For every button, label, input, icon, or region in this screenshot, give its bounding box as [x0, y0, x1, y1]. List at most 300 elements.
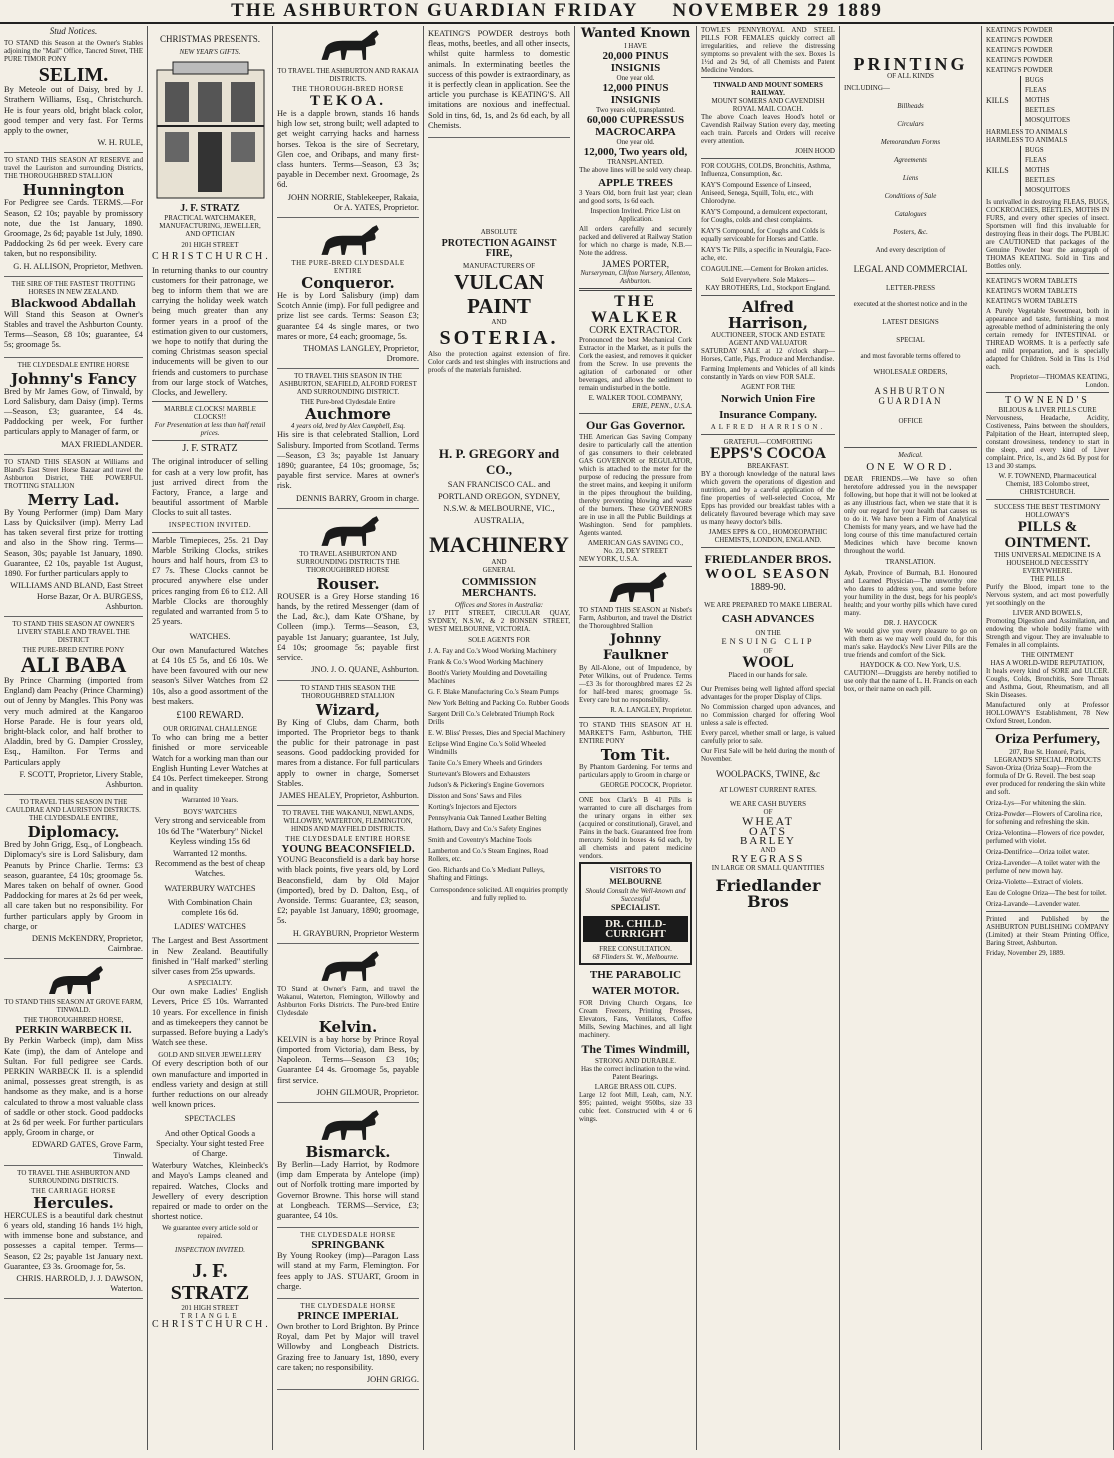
ad-title: SPRINGBANK — [311, 1239, 385, 1252]
kills-item: FLEAS — [1025, 156, 1047, 164]
ad-intro: TO STAND THIS SEASON AT OWNER'S LIVERY STABLE AND TRAVEL THE DISTRICT — [12, 619, 135, 644]
ad-johnnys-fancy — [4, 358, 143, 455]
ad-intro: TO TRAVEL THIS SEASON IN THE CAULDRAE AND LAURISTON DISTRICTS. THE CLYDESDALE ENTIRE, — [6, 798, 141, 823]
woolpacks-line: WOOLPACKS, TWINE, &c — [716, 769, 820, 780]
placed-line: Placed in our hands for sale. — [728, 671, 808, 680]
onebox-body: ONE box Clark's B 41 Pills is warranted to cure all discharges from the urinary organs in either sex (acquired or constitutional), Gravel, and Pains in the back. Guaranteed free from mercury. Sold in boxes 4s 6d each, by all chemists and patent medicine vendors. — [579, 796, 692, 861]
ad-subtitle: THE CLYDESDALE HORSE — [300, 1231, 396, 1240]
ryegrass-label: RYEGRASS — [731, 853, 805, 866]
ad-intro: TO STAND THIS SEASON AT GROVE FARM, TINWALD. — [4, 998, 143, 1015]
printing-title: PRINTING — [853, 54, 968, 74]
doctor-address: 68 Flinders St. W., Melbourne. — [592, 953, 679, 962]
ad-body: By Young Rookey (imp)—Paragon Lass will stand at my Farm, Flemington. For fees apply to JAS. STUART, Groom in charge. — [277, 1251, 419, 1291]
ad-title: Hunnington — [22, 181, 125, 200]
one-word-title: ONE WORD. — [866, 460, 955, 473]
ad-abdallah — [4, 277, 143, 358]
ad-title: Diplomacy. — [27, 823, 120, 842]
horse-icon — [601, 570, 671, 604]
agent-item: E. W. Bliss' Presses, Dies and Special Machinery — [428, 728, 566, 737]
gregory-name: H. P. GREGORY and CO., — [438, 446, 560, 478]
offices-address: 17 PITT STREET, CIRCULAR QUAY, SYDNEY, N.S.W., & 2 BONSEN STREET, WEST MELBOURNE, VICTORIA. — [428, 608, 570, 633]
epps-title: EPPS'S COCOA — [709, 445, 826, 462]
ad-kelvin — [277, 944, 419, 1103]
ad-springbank — [277, 1228, 419, 1299]
office-label: OFFICE — [898, 416, 923, 425]
governor-title: Our Gas Governor. — [585, 418, 685, 433]
tomtit-intro: TO STAND THIS SEASON AT H. MARKET'S Farm, Ashburton, THE ENTIRE PONY — [579, 721, 692, 746]
epps-body: BY a thorough knowledge of the natural laws which govern the operations of digestion and nutrition, and by a careful application of the fine properties of well-selected Cocoa, Mr Epps has provided our breakfast tables with a delicately flavoured beverage which may save us many heavy doctor's bills. — [701, 470, 835, 526]
ad-intro: TO STAND THIS SEASON at Williams and Bland's East Street Horse Bazaar and travel the Ashburton District, THE POWERFUL TROTTING STALLION — [4, 457, 143, 490]
barley-label: BARLEY — [740, 835, 796, 848]
one-word-body: DEAR FRIENDS.—We have so often heretofore addressed you in the newspaper following, but hope that it will not be looked at as any illustrious fact, when we state that it is only our regard for your health that causes us to do it. We have been a Firm of Analytical Chemists for many years, and we have had the long course of this time manufactured certain Medicines which have become known throughout the world. — [844, 474, 977, 555]
doctor-ad — [579, 862, 692, 965]
gregory-cities: SAN FRANCISCO CAL. and PORTLAND OREGON, SYDNEY, N.S.W. & MELBOURNE, VIC., AUSTRALIA, — [437, 479, 561, 526]
oats-label: OATS — [748, 823, 787, 838]
faulkner-owner: R. A. LANGLEY, Proprietor. — [610, 706, 692, 715]
ad-body: For Pedigree see Cards. TERMS.—For Season, £2 10s; payable by promissory note, due the 1st January, 1890. Groomage, 2s 6d; payable 1st July, 1890. Paddocking 2s 6d per week. Every care taken, but no responsibility. — [4, 198, 143, 259]
ad-title: Wizard, — [315, 700, 381, 719]
repair-body: Waterbury Watches, Kleinbeck's and Mayo's Lamps cleaned and repaired. Watches, Clocks and Jewellery of every description repaired or made to order on the shortest notice. — [152, 1161, 268, 1222]
universal-line: THIS UNIVERSAL MEDICINE IS A HOUSEHOLD NECESSITY EVERYWHERE. — [993, 551, 1102, 576]
challenge-title: OUR ORIGINAL CHALLENGE — [163, 725, 257, 734]
ad-body: Bred by Mr James Gow, of Tinwald, by Lord Salisbury, dam Daisy (imp). Terms—Season, £3; guarantee, £4 4s. Paddocking per week, For further particulars apply to Manager of farm, or — [4, 386, 143, 437]
keating-list — [986, 26, 1109, 74]
ad-tekoa — [277, 64, 419, 218]
letterpress-label: LETTER-PRESS — [885, 284, 935, 293]
oriza-item: Oriza-Dentifrice—Oriza toilet water. — [986, 848, 1090, 857]
norwich-title: Norwich Union Fire Insurance Company. — [719, 393, 817, 421]
ad-subtitle: THE CARRIAGE HORSE — [31, 1186, 116, 1195]
kay-list — [701, 162, 835, 273]
kills-label: KILLS — [986, 95, 1009, 105]
designs-label: LATEST DESIGNS — [882, 318, 939, 327]
keating-item: KEATING'S POWDER — [986, 26, 1053, 34]
commission-note: No Commission charged upon advances, and no Commission charged for offering Wool unless a sale is effected. — [701, 703, 835, 728]
masthead — [0, 0, 1114, 24]
general-label: GENERAL — [482, 566, 516, 575]
stratz-body: In returning thanks to our country customers for their patronage, we beg to inform them that we are carrying the holiday week watch being much greater than any former years in a proof of the estimation given to our customers, we hope to notify that during the coming Christmas season special inducements will be given to our friends and customers to purchase from our large stock of Watches, Clocks, and Jewellery. — [152, 265, 268, 398]
ladies-body: The Largest and Best Assortment in New Zealand. Beautifully finished in "Half marked" sterling silver cases from 25s upwards. — [152, 936, 268, 976]
ad-title: Johnny's Fancy — [10, 369, 137, 388]
keating-item: KEATING'S POWDER — [986, 36, 1053, 44]
worm-item: KEATING'S WORM TABLETS — [986, 297, 1078, 305]
soteria-body: Also the protection against extension of fire. Color cards and test shingles with instructions and proofs of the materials furnished. — [428, 350, 570, 375]
horse-icon — [313, 514, 383, 548]
stratz-name: J. F. STRATZ — [180, 203, 240, 215]
watches-body: Our own Manufactured Watches at £4 10s £5 5s, and £6 10s. We have been favoured with our new season's Silver Watches from £2 10s, also a good assortment of the best makers. — [152, 645, 268, 706]
walker-company: E. WALKER TOOL COMPANY, — [588, 394, 683, 403]
column-stratz — [148, 26, 273, 1450]
inspection-note: Inspection Invited. Price List on Application. — [590, 207, 681, 223]
ad-body: By Berlin—Lady Harriot, by Rodmore (imp dam Emperata by Antelope (imp) out of Norfolk trotting mare imported by Governor Browne. This horse will stand at Longbeach. TERMS—Service, £3; guarantee, £4 10s. — [277, 1159, 419, 1220]
of-label: OF — [763, 647, 773, 656]
kay-owner: KAY BROTHERS, Ltd., Stockport England. — [705, 284, 831, 292]
ad-wizard — [277, 681, 419, 807]
wheat-label: WHEAT — [742, 813, 794, 828]
agent-item: Sturtevant's Blowers and Exhausters — [428, 769, 531, 778]
agent-item: Eclipse Wind Engine Co.'s Solid Wheeled Windmills — [428, 739, 546, 756]
ad-owner: G. H. ALLISON, Proprietor, Methven. — [13, 261, 143, 271]
column-horses — [273, 26, 424, 1450]
ad-diplomacy — [4, 795, 143, 959]
ointment-body: It heals every kind of SORE and ULCER. Coughs, Colds, Bronchitis, Sore Throats and Asthma, Gout, Rheumatism, and all Skin Diseases. — [986, 667, 1109, 700]
kills-item: BEETLES — [1025, 106, 1055, 114]
including-label: INCLUDING— — [844, 84, 890, 92]
terms-label: and most favorable terms offered to — [860, 352, 961, 361]
agent-item: Sargent Drill Co.'s Celebrated Triumph Rock Drills — [428, 709, 555, 726]
stratz-triangle: TRIANGLE — [180, 1312, 240, 1321]
oriza-item: Oriza-Lavande—Lavender water. — [986, 900, 1081, 909]
boys-body: Very strong and serviceable from 10s 6d The "Waterbury" Nickel Keyless winding 15s 6d — [154, 816, 266, 846]
ad-title: PRINCE IMPERIAL — [297, 1310, 399, 1322]
first-sale-note: Our First Sale will be held during the month of November. — [701, 747, 835, 764]
ad-intro: TO STAND THIS SEASON THE THOROUGHBRED STALLION — [300, 683, 396, 700]
print-item: Catalogues — [894, 210, 927, 218]
apple-title: APPLE TREES — [598, 177, 673, 189]
towend-owner: W. F. TOWNEND, Pharmaceutical Chemist, 183 Colombo street, CHRISTCHURCH. — [998, 472, 1097, 497]
ad-title: PERKIN WARBECK II. — [15, 1024, 132, 1037]
wholesale-label: WHOLESALE ORDERS, — [873, 368, 948, 377]
tomtit-owner: GEORGE POCOCK, Proprietor. — [600, 781, 692, 790]
horse-icon — [43, 964, 105, 996]
porter-address: Nurseryman, Clifton Nursery, Allenton, Ashburton. — [580, 269, 691, 286]
ad-subtitle: THE PURE-BRED ENTIRE PONY — [22, 645, 125, 654]
ad-conqueror — [277, 218, 419, 369]
protection-heading: PROTECTION AGAINST FIRE, — [441, 238, 557, 260]
ad-title: Auchmore — [305, 405, 391, 424]
ad-hercules — [4, 1166, 143, 1300]
pinus-sub-2: Two years old, transplanted. — [595, 106, 676, 114]
kills-item: MOSQUITOES — [1025, 186, 1070, 194]
stratz-trade: PRACTICAL WATCHMAKER, MANUFACTURING, JEWELLER, AND OPTICIAN — [159, 214, 261, 239]
print-item: Circulars — [897, 120, 924, 128]
friedlander-sign: Friedlander Bros — [715, 876, 821, 912]
kills-label: KILLS — [986, 165, 1009, 175]
and-label: AND — [491, 318, 507, 327]
translation-heading: TRANSLATION. — [885, 557, 936, 566]
harrison-sub: AUCTIONEER, STOCK AND ESTATE AGENT AND VALUATOR — [710, 331, 826, 347]
success-line: SUCCESS THE BEST TESTIMONY — [994, 503, 1101, 512]
kay-item: FOR COUGHS, COLDS, Bronchitis, Asthma, Influenza, Consumption, &c. — [701, 162, 831, 178]
kay-item: KAY'S Compound Essence of Linseed, Aniseed, Senega, Squill, Tolu, etc., with Chlorodyne. — [701, 181, 814, 205]
ad-body: Will Stand this Season at Owner's Stables and travel the Ashburton County. Terms—Season, £8 10s; guarantee, £4 5s; groomage 5s. — [4, 309, 143, 350]
ad-intro: TO TRAVEL THE WAKANUI, NEWLANDS, WILLOWBY, WATERTON, FLEMINGTON, HINDS AND MAYFIELD DISTRICTS. — [281, 809, 415, 834]
epps-grateful: GRATEFUL—COMFORTING — [723, 438, 813, 446]
translation-body: Aykab, Province of Burmah, B.I. Honoured and Learned Physician—The unworthy one who dares to address you, and some before your humility in the dust, begs for his people's health; and your worthy pills which have cured many. — [844, 568, 977, 617]
tomtit-body: By Phantom Gardening. For terms and particulars apply to Groom in charge or — [579, 763, 692, 780]
ad-body: By Perkin Warbeck (imp), dam Miss Kate (imp), the dam of Antelope and Sultan. For full pedigree see Cards. PERKIN WARBECK II. is a splendid animal, possesses great strength, is as handsome as they make, and is a horse calculated to throw a most valuable class of saddle or other stock. Good paddocks at 2s 6d per week. For further particulars apply, Groom in charge, or — [4, 1036, 143, 1138]
ad-intro: TO Stand at Owner's Farm, and travel the Wakanui, Waterton, Flemington, Willowby and Ashburton Forks Districts. The Pure-bred Entire Clydesdale — [277, 984, 419, 1017]
towle-body: TOWLE'S PENNYROYAL AND STEEL PILLS FOR FEMALES quickly correct all irregularities, and relieve the distressing symptoms so prevalent with the sex. Boxes 1s 1½d and 2s 9d, of all Chemists and Patent Medicine Vendors. — [701, 26, 835, 74]
wool-year: 1889-90. — [750, 582, 786, 593]
bearings-label: LARGE BRASS OIL CUPS. — [594, 1083, 677, 1092]
ad-body: Bred by John Grigg, Esq., of Longbeach. Diplomacy's sire is Lord Salisbury, dam Peanuts by Prince Charlie. Terms: £3 season, guarantee, £4 10s; groomage 5s. Mares taken on behalf of owner. Good Paddocking for mares at 2s 6d per week, all care taken but no responsibility. For further particulars apply by Groom in charge, or — [4, 840, 143, 931]
walker-body: Pronounced the best Mechanical Cork Extractor in the Market, as it pulls the Cork the easiest, and removes it quicker from the Screw. In use prevents the agitation of carbonated or other beverages, and allows the sediment to remain undisturbed in the bottle. — [579, 336, 692, 393]
agent-list — [428, 647, 570, 882]
agent-item: Korting's Injectors and Ejectors — [428, 802, 517, 811]
ad-owner: DENIS McKENDRY, Proprietor, Cairnbrae. — [31, 933, 143, 954]
ad-body: KEATING'S POWDER destroys both fleas, moths, beetles, and all other insects, whilst quite harmless to domestic animals. In exterminating beetles the success of this powder is extraordinary, as it is perfectly clean in application. See the article you purchase is KEATING'S. All imitations are noxious and ineffectual. Sold in tins, 6d, 1s, and 2s 6d each, by all Chemists. — [428, 29, 570, 130]
doctor-name: DR. CHILD-CURRIGHT — [583, 916, 688, 942]
orders-note: All orders carefully and securely packed and delivered at Railway Station for which no charge is made, N.B.—Note the address. — [579, 225, 692, 257]
strong-label: STRONG AND DURABLE. — [594, 1057, 677, 1066]
print-item: Billheads — [897, 102, 924, 110]
inspection-note-2: INSPECTION INVITED. — [175, 1246, 245, 1255]
ad-body: By Prince Charming (imported from England) dam Peachy (Prince Charming) out of Jenny by Mangles. This Pony was very much admired at the Kangaroo Horse Parade. He is four years old, bright-black color, and half brother to Aladdin, bred by G. Dampier Crossley, Esq., Hamilton. For Terms and Particulars apply — [4, 675, 143, 767]
ad-title: TEKOA. — [310, 93, 386, 109]
caution-note: CAUTION!—Druggists are hereby notified to use only that the name of L. H. Francis on each box, or their name on each pill. — [844, 668, 977, 693]
every-label: And every description of — [875, 246, 946, 254]
kills-list-2 — [1020, 146, 1070, 196]
column-stud-notices — [0, 26, 148, 1450]
motor-body: FOR Driving Church Organs, Ice Cream Freezers, Printing Presses, Elevators, Fans, Ventilators, Coffee Mills, Sewing Machines, and all light machinery. — [579, 999, 692, 1040]
commission-heading: COMMISSION MERCHANTS. — [461, 576, 537, 599]
ad-owner: JOHN NORRIE, Stablekeeper, Rakaia, Or A. YATES, Proprietor. — [287, 192, 419, 212]
ad-title: Bismarck. — [305, 1142, 391, 1161]
vulcan-paint: VULCAN PAINT — [454, 270, 544, 319]
watches-title: WATCHES. — [189, 631, 231, 641]
stratz-address-3: 201 HIGH STREET — [181, 1304, 239, 1313]
ad-intro: TO STAND this Season at the Owner's Stables adjoining the "Mail" Office, Tancred Street, THE PURE TIMOR PONY — [4, 39, 143, 64]
tinwald-title: TINWALD AND MOUNT SOMERS RAILWAY. — [713, 81, 823, 97]
oriza-title: Oriza Perfumery, — [995, 732, 1100, 748]
holloway-label: HOLLOWAY'S — [1025, 511, 1070, 520]
specialty-body: Our own make Ladies' English Levers, Price £5 10s. Warranted 10 years. For excellence in finish and as timekeepers they cannot be surpassed. Before buying a Lady's Watch see these. — [152, 987, 268, 1048]
ad-owner: WILLIAMS AND BLAND, East Street Horse Bazar, Or A. BURGESS, Ashburton. — [10, 581, 143, 611]
agent-item: J. A. Fay and Co.'s Wood Working Machinery — [428, 646, 557, 655]
warranted-note: Warranted 10 Years. — [181, 796, 239, 805]
inspection-note: INSPECTION INVITED. — [168, 520, 252, 529]
horse-icon — [313, 949, 383, 983]
shopfront-illustration — [153, 60, 268, 200]
spectacles-title: SPECTACLES — [184, 1114, 236, 1124]
kay-item: KAY'S Tic Pills, a specific in Neuralgia, Face-ache, etc. — [701, 246, 832, 262]
ad-body: By Young Performer (imp) Dam Mary Lass by Quicksilver (imp). Merry Lad has taken several first prize for trotting and also in the Show ring. Terms—Season, 30s; payable 1st January, 1890. Guarantee, £2 10s, payable 1st August, 1890. For further particulars apply to — [4, 507, 143, 579]
stratz-address: 201 HIGH STREET — [181, 241, 239, 250]
cupressus-sub: One year old. — [616, 138, 655, 146]
epps-address: JAMES EPPS & CO., HOMOEOPATHIC CHEMISTS, LONDON, ENGLAND. — [708, 528, 828, 544]
ad-title: Hercules. — [33, 1193, 114, 1212]
medical-heading: Medical. — [898, 450, 923, 459]
pills-heading: THE PILLS — [1030, 575, 1065, 584]
print-list — [844, 102, 977, 236]
ad-intro: TO TRAVEL THIS SEASON IN THE ASHBURTON, SEAFIELD, ALFORD FOREST AND SURROUNDING DISTRICT. — [279, 372, 417, 397]
of-label-2: OF — [763, 807, 773, 816]
clocks-heading: MARBLE CLOCKS! MARBLE CLOCKS!! — [164, 405, 256, 422]
ad-owner: JOHN GILMOUR, Proprietor. — [316, 1087, 419, 1097]
motor-title: THE PARABOLIC WATER MOTOR. — [589, 969, 682, 998]
oriza-item: Oriza-Lavender—A toilet water with the perfume of new mown hay. — [986, 859, 1100, 876]
agent-for: AGENT FOR THE — [740, 383, 796, 391]
gold-body: Of every description both of our own manufacture and imported in endless variety and design at still further reductions on our already well known prices. — [152, 1059, 268, 1110]
pinus-sub-1: One year old. — [616, 74, 655, 82]
governor-body: THE American Gas Saving Company desire to particularly call the attention of gas consumers to their celebrated GAS GOVERNOR or REGULATOR, which is attached to the meter for the purpose of reducing the pressure from the street mains, and keeping it uniform in the pipes throughout the building, thereby preventing blowing and waste of the burners. These GOVERNORS are in use in all the Public Buildings at Washington. Send for pamphlets. Agents wanted. — [579, 433, 692, 538]
marble-body: Marble Timepieces, 25s. 21 Day Marble Striking Clocks, strikes hours and half hours, from £3 to £7 7s. These Clocks cannot be procured anywhere else under prices ranging from £6 to £12. All Marble Clocks are thoroughly regulated and warranted from 5 to 25 years. — [152, 535, 268, 627]
column-remedies — [982, 26, 1114, 1450]
printed-date: Friday, November 29, 1889. — [986, 949, 1065, 958]
oriza-item: Oriza-Velontina—Flowers of rice powder, perfumed with violet. — [986, 829, 1105, 846]
ad-intro: THE CLYDESDALE ENTIRE HORSE — [17, 360, 130, 369]
agent-item: Tanite Co.'s Emery Wheels and Grinders — [428, 758, 543, 767]
ad-ali-baba — [4, 617, 143, 795]
ad-owner: MAX FRIEDLANDER. — [61, 439, 143, 449]
stratz-city-3: CHRISTCHURCH. — [152, 1319, 271, 1331]
ad-body: His sire is that celebrated Stallion, Lord Salisbury. Imported from Scotland. Terms—Season, £3 3s; payable 1st January 1890; guarantee, £4 10s; groomage, 5s; payable first service. Mares at owner's risk. — [277, 430, 419, 491]
offices-label: Offices and Stores in Australia: — [454, 600, 544, 609]
ad-owner: W. H. RULE, — [97, 138, 143, 148]
ad-body: ROUSER is a Grey Horse standing 16 hands, by the retired Messenger (dam of the Lad, &c.), dam Kate O'Shane, by Colleen (imp.). Terms—Season, £3, payable 1st January; guarantee, 1st July, £4 10s; groomage 5s; payable first service. — [277, 591, 419, 663]
ad-subtitle: THE Pure-bred Clydesdale Entire — [300, 398, 396, 407]
liver-heading: LIVER AND BOWELS, — [1012, 609, 1083, 618]
clocks-sub: For Presentation at less than half retail prices. — [154, 421, 266, 438]
kills-item: MOSQUITOES — [1025, 116, 1070, 124]
column-machinery — [424, 26, 575, 1450]
coach-owner: JOHN HOOD — [795, 147, 835, 155]
visitors-heading: VISITORS TO MELBOURNE — [609, 866, 662, 886]
harrison-sign: ALFRED HARRISON. — [710, 423, 826, 431]
ad-body: HERCULES is a beautiful dark chestnut 6 years old, standing 16 hands 1½ high, with immense bone and substance, and possesses a capital temper. Terms—Season, £2 2s; payable 1st January next. Guarantee, £3 3s. Groomage for, 5s. — [4, 1210, 143, 1271]
ointment-address: Manufactured only at Professor HOLLOWAY'S Establishment, 78 New Oxford Street, London. — [986, 701, 1109, 726]
ad-merry-lad — [4, 455, 143, 617]
windmill-body: Has the correct inclination to the wind. Patent Bearings. — [580, 1065, 691, 1082]
oriza-item: Oriza-Powder—Flowers of Carolina rice, for softening and refreshing the skin. — [986, 810, 1103, 827]
reputation-line: HAS A WORLD-WIDE REPUTATION, — [990, 659, 1105, 668]
soteria: SOTERIA. — [439, 327, 559, 350]
boys-warranted: Warranted 12 months. Recommend as the best of cheap Watches. — [155, 848, 265, 879]
oriza-item: Oriza-Violette—Extract of violets. — [986, 878, 1083, 887]
harrison-body-2: Farming Implements and Vehicles of all kinds constantly in Yards on view FOR SALE. — [701, 365, 835, 381]
ad-body: YOUNG Beaconsfield is a dark bay horse with black points, five years old, by Lord Beaconsfield, dam by Old Major (imported), bred by D. Dalton, Esq., of Avonside. Terms: Guarantee, £3; season, £2; payable 1st January, 1890; groomage, 5s. — [277, 855, 419, 926]
haycock-name: DR. J. HAYCOCK — [883, 618, 938, 627]
on-the: ON THE — [755, 629, 781, 638]
ad-subtitle: THE PURE-BRED CLYDESDALE ENTIRE — [291, 259, 405, 276]
pinus-line-2: 12,000 PINUS INSIGNIS — [602, 82, 669, 106]
faulkner-body: By All-Alone, out of Impudence, by Peter Wilkins, out of Prudence. Terms—£3 3s for thoroughbred mares £2 2s for half-bred mares; groomage 5s. Every care but no responsibility. — [579, 664, 692, 705]
keating-item: KEATING'S POWDER — [986, 66, 1053, 74]
buyers-line: WE ARE CASH BUYERS — [729, 799, 807, 808]
printed-imprint: Printed and Published by the ASHBURTON PUBLISHING COMPANY (Limited) at their Steam Printing Office, Baring Street, Ashburton. — [986, 915, 1109, 948]
ad-owner: F. SCOTT, Proprietor, Livery Stable, Ashburton. — [19, 769, 143, 789]
oriza-sub: LEGRAND'S SPECIAL PRODUCTS — [994, 756, 1101, 765]
ad-title: Merry Lad. — [27, 490, 120, 509]
agent-item: Pennsylvania Oak Tanned Leather Belting — [428, 813, 547, 822]
wool-season: WOOL SEASON — [705, 567, 831, 582]
wool-label: WOOL — [742, 654, 794, 672]
walker-title: THE WALKER — [590, 293, 681, 327]
print-item: Posters, &c. — [893, 228, 928, 236]
harrison-title: Alfred Harrison, — [728, 298, 808, 332]
oriza-address: 207, Rue St. Honoré, Paris, — [1009, 748, 1086, 757]
windmill-body-2: Large 12 foot Mill, Leah, cam, N.Y. $95; painted, weight 950lbs, size 33 cubic feet. Constructed with 4 or 6 wings. — [579, 1091, 692, 1124]
ad-title: Blackwood Abdallah — [10, 296, 137, 310]
windmill-title: The Times Windmill, — [581, 1042, 690, 1057]
legal-label: LEGAL AND COMMERCIAL — [853, 264, 968, 274]
towend-title: TOWNEND'S — [1005, 395, 1090, 406]
oriza-item: Savon-Oriza (Oriza Soap)—From the formula of Dr G. Reveil. The best soap ever produced for rendering the skin white and soft. — [986, 764, 1106, 797]
correspondence-note: Correspondence solicited. All enquiries promptly and fully replied to. — [430, 885, 568, 902]
ad-owner: THOMAS LANGLEY, Proprietor, Dromore. — [303, 344, 419, 364]
ad-owner: JAMES HEALEY, Proprietor, Ashburton. — [278, 790, 419, 800]
keating-body: Is unrivalled in destroying FLEAS, BUGS, COCKROACHES, BEETLES, MOTHS IN FURS, and every other species of insect. Sportsmen will find this invaluable for destroying fleas in their dogs. The PUBLIC are CAUTIONED that packages of the Genuine Powder bear the autograph of THOMAS KEATING. Sold in Tins and Bottles only. — [986, 198, 1109, 270]
kay-sold: Sold Everywhere. Sole Makers— — [720, 276, 816, 284]
ad-hunnington — [4, 153, 143, 276]
agent-item: Judson's & Pickering's Engine Governors — [428, 780, 545, 789]
pills-body: Purify the Blood, impart tone to the Nervous system, and act most powerfully yet soothingly on the — [986, 583, 1109, 608]
ad-intro: TO TRAVEL THE ASHBURTON AND RAKAIA DISTRICTS. — [277, 67, 419, 83]
worm-owner: Proprietor—THOMAS KEATING, London. — [1010, 373, 1109, 389]
coach-body: The above Coach leaves Hood's hotel or Cavendish Railway Station every day, meeting each train. Parcels and Orders will receive every attention. — [701, 113, 835, 145]
horse-icon — [313, 223, 383, 257]
cupressus-line: 60,000 CUPRESSUS MACROCARPA — [586, 114, 685, 138]
agent-item: Lamberton and Co.'s Steam Engines, Road Rollers, etc. — [428, 846, 549, 863]
stratz-city: CHRISTCHURCH. — [152, 251, 271, 263]
ad-owner: DENNIS BARRY, Groom in charge. — [296, 493, 419, 503]
faulkner-intro: TO STAND THIS SEASON at Nisbet's Farm, Ashburton, and travel the District the Thoroughbred Stallion — [579, 606, 692, 631]
kills-item: BUGS — [1025, 146, 1044, 154]
agent-item: Frank & Co.'s Wood Working Machinery — [428, 657, 544, 666]
faulkner-title: Johnny Faulkner — [603, 632, 668, 664]
section-heading: Stud Notices. — [49, 26, 98, 36]
column-nursery — [575, 26, 697, 1450]
specialist-label: SPECIALIST. — [611, 902, 660, 912]
waterbury-body: With Combination Chain complete 16s 6d. — [167, 897, 253, 917]
kay-item: KAY'S Compound, for Coughs and Colds is equally serviceable for Horses and Cattle. — [701, 227, 825, 243]
kills-item: BUGS — [1025, 76, 1044, 84]
worm-item: KEATING'S WORM TABLETS — [986, 287, 1078, 295]
keating-item: KEATING'S POWDER — [986, 46, 1053, 54]
ad-title: YOUNG BEACONSFIELD. — [281, 843, 415, 856]
agent-item: Smith and Coventry's Machine Tools — [428, 835, 532, 844]
ad-title: SELIM. — [38, 64, 109, 87]
challenge-body: To who can bring me a better finished or more serviceable Watch for a working man than our English Hunting Lever Watches at £4 10s. Perfect timekeeper. Strong and in quality — [152, 733, 268, 794]
absolute-label: ABSOLUTE — [480, 228, 518, 237]
ad-owner: H. GRAYBURN, Proprietor Westerm — [292, 928, 419, 938]
ad-rouser — [277, 509, 419, 681]
ad-body: KELVIN is a bay horse by Prince Royal (imported from Victoria), dam Bess, by Napoleon. Terms—Season £3 10s; Guarantee £4 4s. Groomage 5s, payable first service. — [277, 1034, 419, 1085]
boys-title: BOYS' WATCHES — [183, 808, 237, 817]
porter-name: JAMES PORTER, — [602, 259, 669, 269]
keating-item: KEATING'S POWDER — [986, 56, 1053, 64]
agent-item: Geo. Richards and Co.'s Mediant Pulleys, Shafting and Fittings. — [428, 865, 545, 882]
horse-icon — [313, 1108, 383, 1142]
consult-line: Should Consult the Well-known and Successful — [585, 886, 686, 903]
kills-list — [1020, 76, 1070, 126]
ad-body: By Meteole out of Daisy, bred by J. Strathern Williams, Esq., Christchurch. He is four years old, bright black color, good temper and very fast. For Terms apply to the owner, — [4, 85, 143, 136]
ad-body: He is by Lord Salisbury (imp) dam Scotch Annie (imp). For full pedigree and prize list see cards. Terms: Season £3; guarantee £4 4s single mares, or two mares or more, £4 each; groomage, 5s. — [277, 291, 419, 341]
agent-item: New York Belting and Packing Co. Rubber Goods — [428, 698, 569, 707]
wanted-title: Wanted Known — [580, 26, 691, 41]
coach-title: MOUNT SOMERS AND CAVENDISH ROYAL MAIL COACH. — [711, 97, 825, 113]
ad-bismarck — [277, 1103, 419, 1228]
print-item: Liens — [902, 174, 919, 182]
transplanted-label: TRANSPLANTED. — [607, 158, 664, 166]
gold-title: GOLD AND SILVER JEWELLERY — [158, 1051, 262, 1060]
xmas-subtitle: NEW YEAR'S GIFTS. — [179, 48, 241, 57]
stratz-name-2: J. F. STRATZ — [182, 443, 238, 455]
pills-ointment-title: PILLS & OINTMENT. — [1004, 519, 1091, 552]
kills-block-2 — [986, 146, 1109, 196]
oriza-item: Eau de Cologne Oriza—The best for toilet. — [986, 889, 1107, 898]
print-item: Conditions of Sale — [884, 192, 937, 200]
ad-intro: THE SIRE OF THE FASTEST TROTTING HORSES IN NEW ZEALAND. — [11, 279, 136, 296]
ad-title: Conqueror. — [301, 274, 395, 293]
free-consult: FREE CONSULTATION. — [599, 945, 672, 954]
reward-title: £100 REWARD. — [176, 709, 244, 721]
haycock-body: We would give you every pleasure to go on with them as we may well could do, for this man's sake. Haydock's New Liver Pills are the true friends and comfort of the Sick. — [844, 626, 977, 659]
pills-body-2: Promoting Digestion and Assimilation, and endowing the whole bodily frame with Strength and vigour. They are invaluable to Females in all complaints. — [986, 617, 1109, 650]
spectacles-body: And other Optical Goods a Specialty. Your sight tested Free of Charge. — [156, 1128, 264, 1159]
special-label: SPECIAL — [896, 336, 925, 345]
